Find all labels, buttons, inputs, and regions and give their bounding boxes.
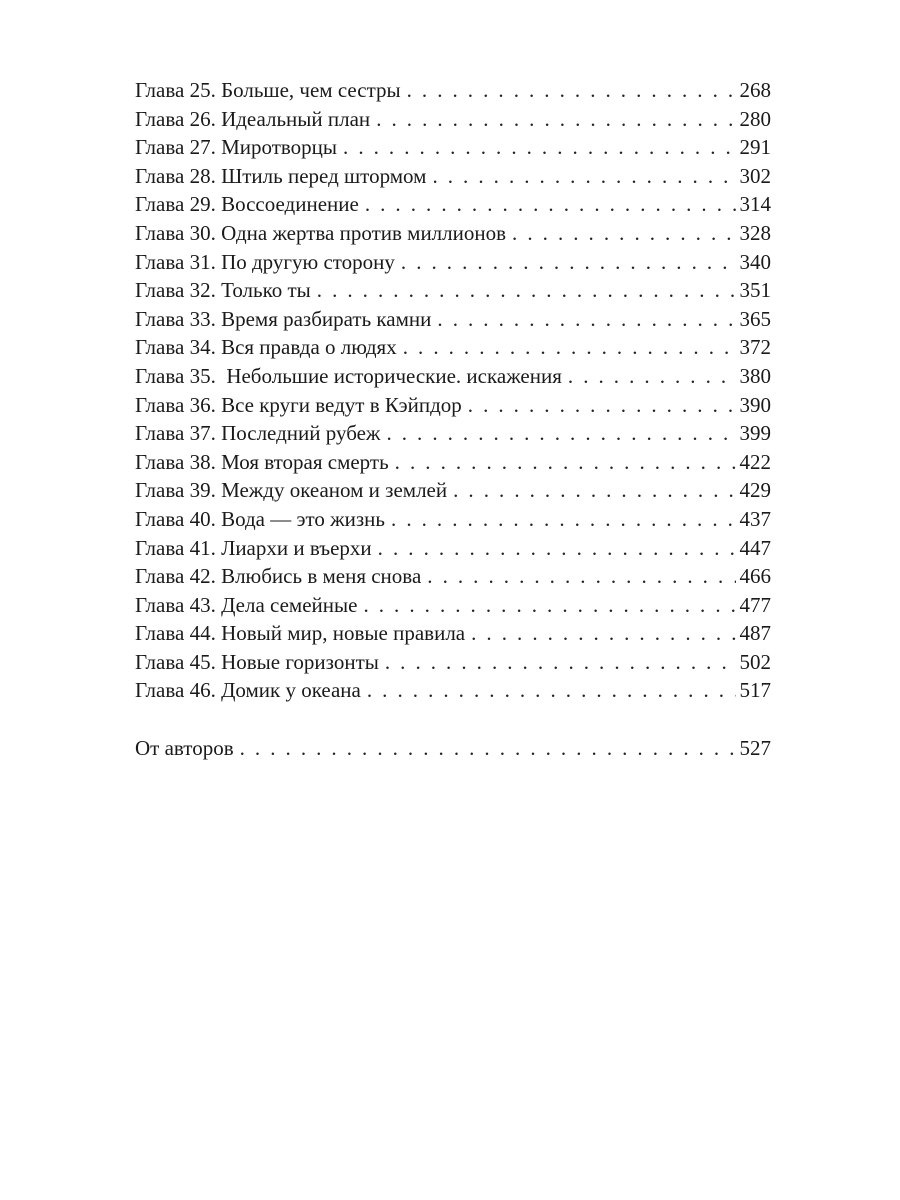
toc-entry[interactable]	[135, 648, 771, 677]
toc-entry-title: Глава 25. Больше, чем сестры	[135, 78, 401, 102]
toc-entry[interactable]	[135, 362, 771, 391]
toc-entry[interactable]	[135, 248, 771, 277]
toc-entry-title: Глава 45. Новые горизонты	[135, 649, 379, 674]
toc-entry-page: 390	[739, 392, 771, 417]
toc-entry-page: 340	[739, 249, 771, 274]
toc-entry[interactable]	[135, 676, 771, 705]
toc-entry[interactable]	[135, 333, 771, 362]
toc-entry[interactable]	[135, 476, 771, 505]
toc-entry-title: Глава 42. Влюбись в меня снова	[135, 564, 422, 589]
dot-leader	[385, 648, 736, 677]
toc-entry-title: Глава 30. Одна жертва против миллионов	[135, 220, 507, 245]
toc-entry-title: Глава 40. Вода — это жизнь	[135, 506, 386, 531]
toc-entry-title: Глава 32. Только ты	[135, 278, 311, 303]
toc-entry-page: 502	[739, 649, 771, 674]
toc-entry-title: Глава 38. Моя вторая смерть	[135, 449, 389, 474]
toc-entry[interactable]	[135, 190, 771, 219]
toc-entry[interactable]	[135, 305, 771, 334]
toc-entry-page: 477	[739, 592, 771, 617]
toc-entry[interactable]	[135, 619, 771, 648]
toc-entry-page: 291	[739, 135, 771, 160]
toc-entry[interactable]	[135, 276, 771, 305]
toc-entry-afterword[interactable]	[135, 734, 771, 763]
dot-leader	[427, 562, 735, 591]
toc-entry-title: Глава 43. Дела семейные	[135, 592, 358, 617]
dot-leader	[317, 276, 736, 305]
toc-entry-page: 527	[739, 736, 771, 761]
toc-entry[interactable]	[135, 448, 771, 477]
dot-leader	[395, 448, 736, 477]
toc-entry-title: Глава 33. Время разбирать камни	[135, 306, 432, 331]
chapter-list	[135, 76, 771, 705]
dot-leader	[401, 248, 736, 277]
toc-entry[interactable]	[135, 419, 771, 448]
dot-leader	[391, 505, 735, 534]
toc-entry-title: От авторов	[135, 736, 234, 761]
table-of-contents	[135, 76, 771, 763]
toc-entry-title: Глава 36. Все круги ведут в Кэйпдор	[135, 392, 462, 417]
dot-leader	[407, 76, 736, 105]
toc-entry[interactable]	[135, 562, 771, 591]
dot-leader	[363, 591, 735, 620]
toc-entry-title: Глава 29. Воссоединение	[135, 192, 359, 217]
toc-entry-page: 487	[739, 621, 771, 646]
toc-entry-page: 302	[739, 163, 771, 188]
dot-leader	[512, 219, 735, 248]
dot-leader	[365, 190, 736, 219]
toc-entry[interactable]	[135, 534, 771, 563]
toc-entry-title: Глава 27. Миротворцы	[135, 135, 338, 160]
toc-entry-title: Глава 26. Идеальный план	[135, 106, 371, 131]
toc-entry-page: 466	[739, 564, 771, 589]
dot-leader	[437, 305, 735, 334]
toc-entry-page: 422	[739, 449, 771, 474]
toc-entry-title: Глава 35. Небольшие исторические. искажения	[135, 363, 562, 388]
dot-leader	[432, 162, 735, 191]
dot-leader	[376, 105, 735, 134]
toc-entry-page: 399	[739, 421, 771, 446]
toc-entry-page: 314	[739, 192, 771, 217]
toc-entry[interactable]	[135, 591, 771, 620]
toc-entry-page: 447	[739, 535, 771, 560]
dot-leader	[343, 133, 735, 162]
toc-entry[interactable]	[135, 133, 771, 162]
dot-leader	[240, 734, 736, 763]
dot-leader	[403, 333, 736, 362]
toc-entry[interactable]	[135, 391, 771, 420]
dot-leader	[367, 676, 736, 705]
toc-entry-page: 365	[739, 306, 771, 331]
toc-entry[interactable]	[135, 76, 771, 105]
toc-entry-title: Глава 34. Вся правда о людях	[135, 335, 397, 360]
dot-leader	[386, 419, 735, 448]
toc-entry-title: Глава 37. Последний рубеж	[135, 421, 381, 446]
toc-entry-page: 380	[739, 363, 771, 388]
toc-entry-page: 372	[739, 335, 771, 360]
toc-entry-title: Глава 28. Штиль перед штормом	[135, 163, 427, 188]
section-gap	[135, 705, 771, 734]
toc-entry-page: 429	[739, 478, 771, 503]
toc-entry-title: Глава 31. По другую сторону	[135, 249, 395, 274]
dot-leader	[568, 362, 736, 391]
toc-entry[interactable]	[135, 505, 771, 534]
dot-leader	[468, 391, 736, 420]
toc-entry-title: Глава 46. Домик у океана	[135, 678, 361, 703]
dot-leader	[453, 476, 735, 505]
toc-entry-page: 517	[739, 678, 771, 703]
toc-entry-page: 328	[739, 220, 771, 245]
toc-entry[interactable]	[135, 105, 771, 134]
toc-entry-page: 268	[739, 78, 771, 102]
toc-entry-page: 437	[739, 506, 771, 531]
dot-leader	[378, 534, 736, 563]
toc-entry-page: 280	[739, 106, 771, 131]
dot-leader	[471, 619, 735, 648]
toc-entry[interactable]	[135, 162, 771, 191]
toc-entry[interactable]	[135, 219, 771, 248]
toc-entry-page: 351	[739, 278, 771, 303]
toc-entry-title: Глава 39. Между океаном и землей	[135, 478, 448, 503]
toc-entry-title: Глава 44. Новый мир, новые правила	[135, 621, 466, 646]
toc-entry-title: Глава 41. Лиархи и въерхи	[135, 535, 372, 560]
